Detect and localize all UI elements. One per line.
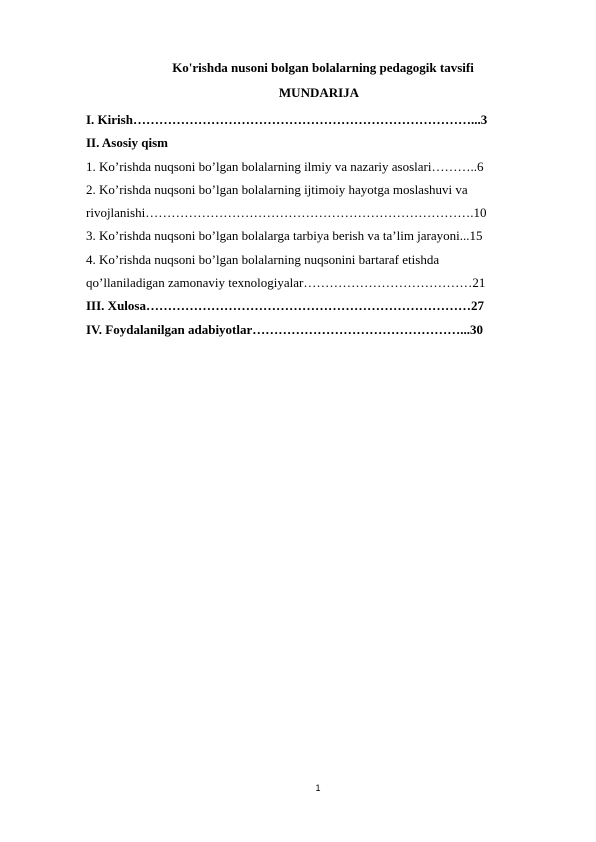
toc-entry-4: 4. Ko’rishda nuqsoni bo’lgan bolalarning nuqsonini bartaraf etishda [86, 251, 440, 267]
toc-entry-asosiy-qism: II. Asosiy qism [86, 135, 168, 151]
toc-entry-2: 2. Ko’rishda nuqsoni bo’lgan bolalarning ijtimoiy hayotga moslashuvi va [86, 181, 468, 197]
document-title: Ko'rishda nusoni bolgan bolalarning pedagogik tavsifi [172, 60, 474, 75]
toc-entry-3: 3. Ko’rishda nuqsoni bo’lgan bolalarga tarbiya berish va ta’lim jarayoni...15 [86, 228, 483, 244]
table-of-contents [86, 108, 518, 341]
toc-entry-4-continued: qo’llaniladigan zamonaviy texnologiyalar…………………………………21 [86, 275, 486, 291]
toc-entry-xulosa: III. Xulosa…………………………………………………………………27 [86, 298, 484, 314]
toc-entry-kirish: I. Kirish……………………………………………………………………...3 [86, 112, 488, 127]
page-number: 1 [315, 783, 321, 793]
toc-heading: MUNDARIJA [278, 85, 360, 100]
toc-entry-adabiyotlar: IV. Foydalanilgan adabiyotlar…………………………………………...30 [86, 321, 484, 337]
toc-entry-1: 1. Ko’rishda nuqsoni bo’lgan bolalarning ilmiy va nazariy asoslari………..6 [86, 158, 484, 174]
toc-entry-2-continued: rivojlanishi………………………………………………………………….10 [86, 205, 487, 221]
